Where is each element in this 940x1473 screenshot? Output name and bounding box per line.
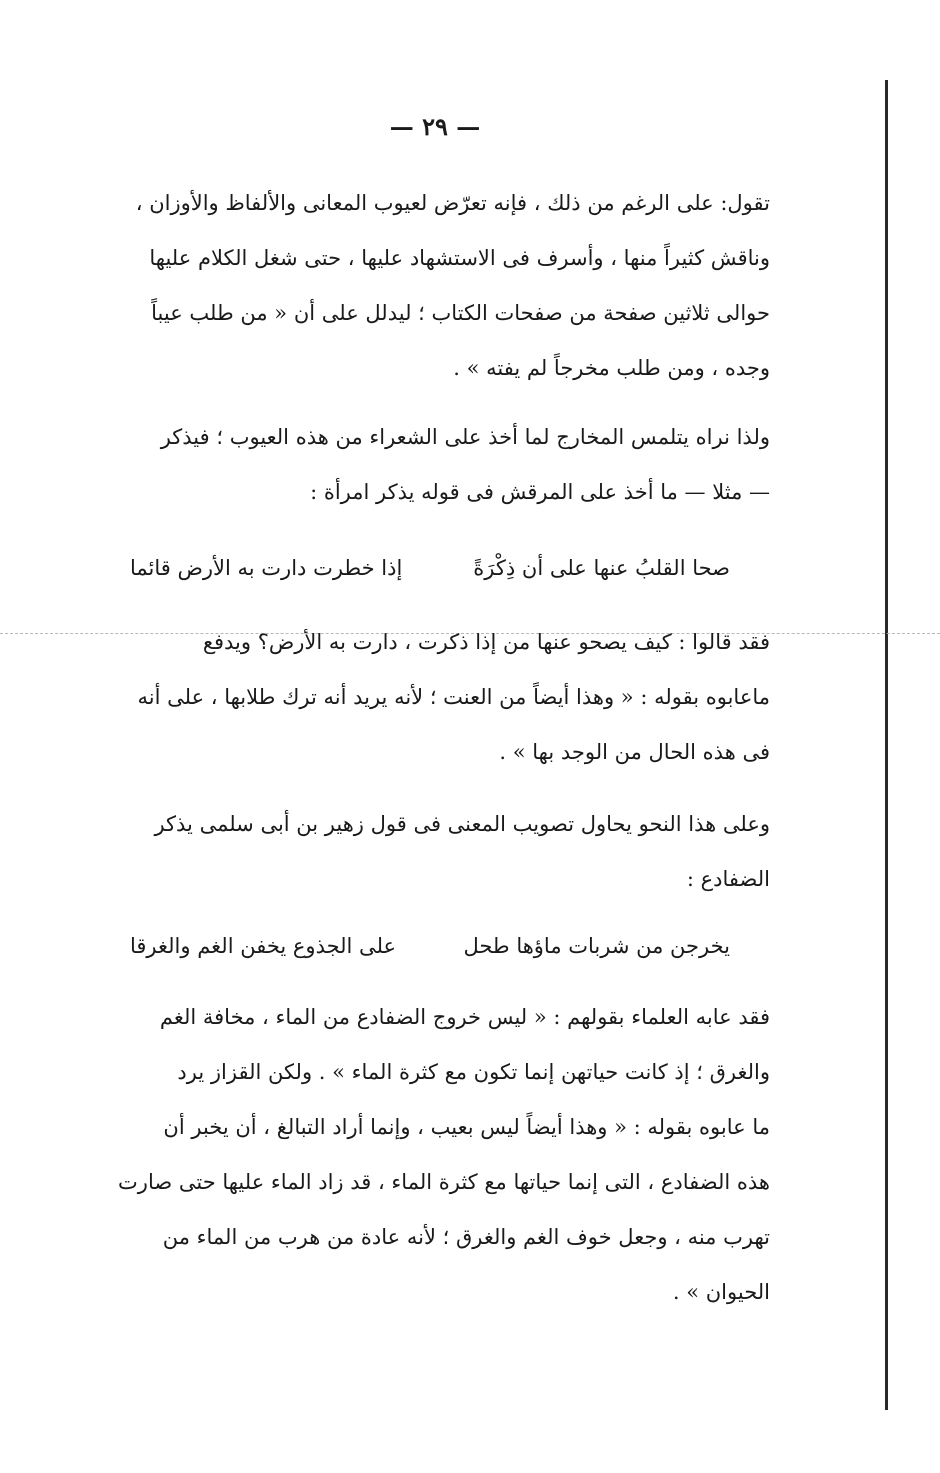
paragraph-line: وعلى هذا النحو يحاول تصويب المعنى فى قول زهير بن أبى سلمى يذكر <box>154 812 770 836</box>
paragraph-2 <box>100 410 770 520</box>
paragraph-line: وناقش كثيراً منها ، وأسرف فى الاستشهاد عليها ، حتى شغل الكلام عليها <box>149 246 770 270</box>
paragraph-line: ما عابوه بقوله : « وهذا أيضاً ليس بعيب ، وإنما أراد التبالغ ، أن يخبر أن <box>163 1115 770 1139</box>
paragraph-line: حوالى ثلاثين صفحة من صفحات الكتاب ؛ ليدلل على أن « من طلب عيباً <box>151 301 770 325</box>
paragraph-4 <box>100 797 770 907</box>
poetry-verse-2 <box>100 926 770 966</box>
paragraph-line: فقد عابه العلماء بقولهم : « ليس خروج الضفادع من الماء ، مخافة الغم <box>159 1005 770 1029</box>
verse-first-hemistich: صحا القلبُ عنها على أن ذِكْرَةً <box>473 556 730 580</box>
paragraph-line: الضفادع : <box>686 867 770 891</box>
verse-second-hemistich: على الجذوع يخفن الغم والغرقا <box>130 934 397 958</box>
paragraph-1 <box>100 176 770 396</box>
paragraph-line: ولذا نراه يتلمس المخارج لما أخذ على الشعراء من هذه العيوب ؛ فيذكر <box>160 425 770 449</box>
paragraph-line: تقول: على الرغم من ذلك ، فإنه تعرّض لعيوب المعانى والألفاظ والأوزان ، <box>135 191 770 215</box>
paragraph-line: فى هذه الحال من الوجد بها » . <box>499 740 770 764</box>
paragraph-line: هذه الضفادع ، التى إنما حياتها مع كثرة الماء ، قد زاد الماء عليها حتى صارت <box>118 1170 770 1194</box>
binding-edge-line <box>885 80 888 1410</box>
page-number: — ٢٩ — <box>389 112 481 141</box>
paragraph-line: ماعابوه بقوله : « وهذا أيضاً من العنت ؛ لأنه يريد أنه ترك طلابها ، على أنه <box>137 685 770 709</box>
paragraph-3 <box>100 615 770 780</box>
paragraph-line: الحيوان » . <box>672 1280 770 1304</box>
paragraph-5 <box>100 990 770 1320</box>
paragraph-line: فقد قالوا : كيف يصحو عنها من إذا ذكرت ، دارت به الأرض؟ ويدفع <box>202 630 770 654</box>
verse-first-hemistich: يخرجن من شربات ماؤها طحل <box>463 934 730 958</box>
paragraph-line: — مثلا — ما أخذ على المرقش فى قوله يذكر امرأة : <box>310 480 770 504</box>
paragraph-line: وجده ، ومن طلب مخرجاً لم يفته » . <box>453 356 770 380</box>
verse-second-hemistich: إذا خطرت دارت به الأرض قائما <box>130 556 403 580</box>
paragraph-line: والغرق ؛ إذ كانت حياتهن إنما تكون مع كثرة الماء » . ولكن القزاز يرد <box>177 1060 770 1084</box>
paragraph-line: تهرب منه ، وجعل خوف الغم والغرق ؛ لأنه عادة من هرب من الماء من <box>162 1225 770 1249</box>
poetry-verse-1 <box>100 548 770 588</box>
